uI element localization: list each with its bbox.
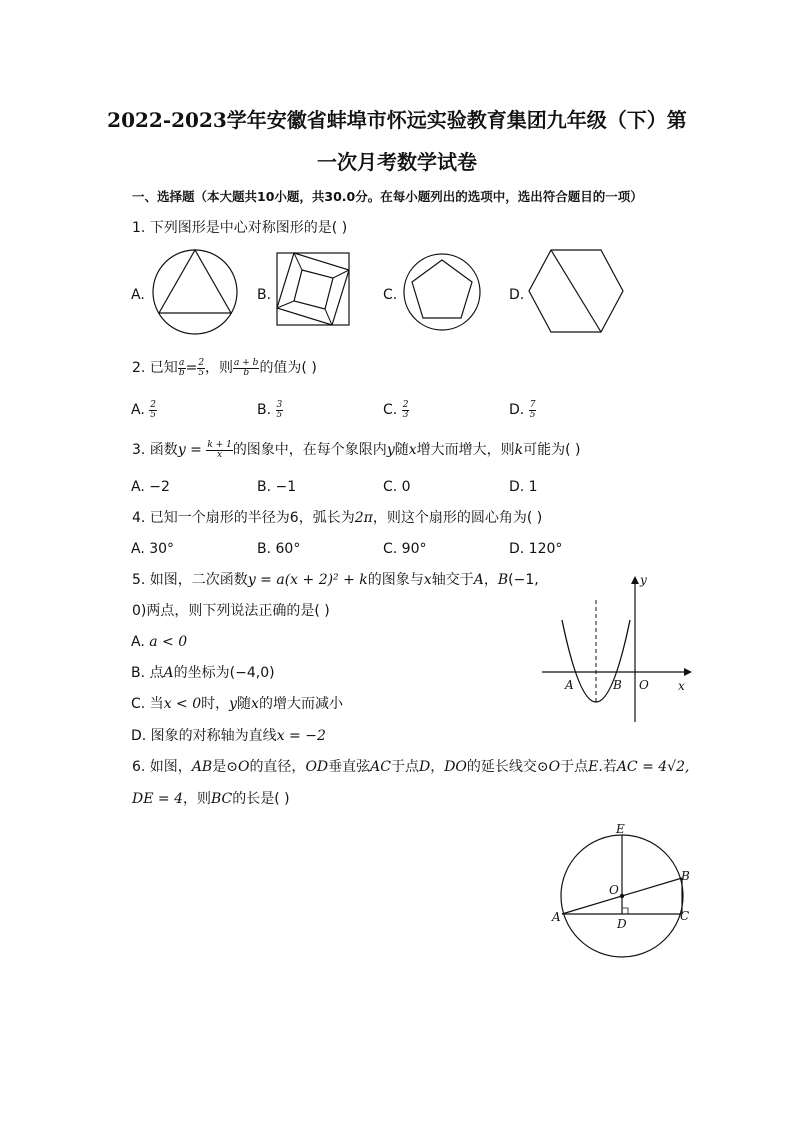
- question-2-stem: [132, 358, 317, 378]
- q3-option-a: A. −2: [131, 479, 170, 495]
- q5-fig-label-x: x: [678, 679, 685, 693]
- q6-fig-label-e: E: [616, 822, 625, 836]
- q3-option-b: B. −1: [257, 479, 297, 495]
- q6-fig-label-b: B: [681, 869, 690, 883]
- q2-fraction-a-over-b: $\frac{a}{b}$: [178, 357, 185, 378]
- section-heading: 一、选择题（本大题共10小题，共30.0分。在每小题列出的选项中，选出符合题目的一项）: [132, 189, 643, 204]
- q4-option-a: A. 30°: [131, 541, 175, 557]
- q4-option-b: B. 60°: [257, 541, 301, 557]
- q2-equals: =: [185, 360, 198, 376]
- q5-parabola-figure: [538, 572, 698, 724]
- q3-option-c: C. 0: [383, 479, 411, 495]
- q1-option-a-label: A.: [131, 287, 145, 303]
- q5-fig-label-a: A: [565, 678, 574, 692]
- question-6-stem-line1: 6. 如图，AB是⊙O的直径，OD垂直弦AC于点D，DO的延长线交⊙O于点E.若AC = 4√2,: [132, 759, 690, 775]
- q2-fraction-2-5: $\frac{2}{5}$: [198, 357, 205, 378]
- question-3-stem: 3. 函数y = $\frac{k + 1}{x}$ 的图象中，在每个象限内y随x增大而增大，则k可能为( ): [132, 439, 581, 460]
- q6-fig-label-c: C: [680, 909, 690, 923]
- page-title-line2: 一次月考数学试卷: [317, 150, 477, 174]
- q2-mid: ，则: [205, 360, 234, 376]
- q6-fig-label-o: O: [609, 883, 619, 897]
- question-6-stem-line2: DE = 4，则BC的长是( ): [132, 791, 290, 807]
- q1-figure-a-circle-triangle: [151, 248, 239, 336]
- q5-fig-label-o: O: [639, 678, 649, 692]
- q3-fraction-k-plus-1-over-x: $\frac{k + 1}{x}$: [207, 439, 232, 460]
- q6-fig-label-d: D: [617, 917, 627, 931]
- q6-fig-label-a: A: [552, 910, 561, 924]
- q1-option-c-label: C.: [383, 287, 398, 303]
- q1-option-b-label: B.: [257, 287, 272, 303]
- q5-option-d: D. 图象的对称轴为直线x = −2: [131, 728, 326, 744]
- q6-circle-figure: [548, 820, 704, 965]
- q1-figure-c-circle-pentagon: [402, 252, 482, 332]
- q4-option-c: C. 90°: [383, 541, 427, 557]
- q2-option-b: B. $\frac{3}{5}$: [257, 399, 283, 420]
- q2-option-a: A. $\frac{2}{5}$: [131, 399, 156, 420]
- page-title-line1: 2022-2023学年安徽省蚌埠市怀远实验教育集团九年级（下）第: [107, 108, 687, 132]
- q5-option-b: B. 点A的坐标为(−4,0): [131, 665, 275, 681]
- q2-option-c: C. $\frac{2}{3}$: [383, 399, 409, 420]
- question-5-stem-line2: 0)两点，则下列说法正确的是( ): [132, 603, 330, 619]
- q1-figure-b-nested-squares: [276, 252, 352, 328]
- q2-option-d: D. $\frac{7}{5}$: [509, 399, 536, 420]
- question-4-stem: 4. 已知一个扇形的半径为6，弧长为2π，则这个扇形的圆心角为( ): [132, 510, 543, 526]
- q2-fraction-a-plus-b: $\frac{a + b}{b}$: [234, 357, 259, 378]
- q1-figure-d-hexagon: [528, 249, 624, 333]
- q5-option-a: A. a < 0: [131, 634, 188, 650]
- q2-prefix: 2. 已知: [132, 360, 178, 376]
- question-5-stem-line1: 5. 如图，二次函数y = a(x + 2)² + k的图象与x轴交于A，B(−1,: [132, 572, 539, 588]
- q2-suffix: 的值为( ): [259, 360, 317, 376]
- q5-fig-label-b: B: [613, 678, 622, 692]
- q3-option-d: D. 1: [509, 479, 538, 495]
- q5-option-c: C. 当x < 0时，y随x的增大而减小: [131, 696, 343, 712]
- q1-option-d-label: D.: [509, 287, 525, 303]
- question-1-stem: 1. 下列图形是中心对称图形的是( ): [132, 220, 348, 236]
- q4-option-d: D. 120°: [509, 541, 563, 557]
- q5-fig-label-y: y: [640, 573, 647, 587]
